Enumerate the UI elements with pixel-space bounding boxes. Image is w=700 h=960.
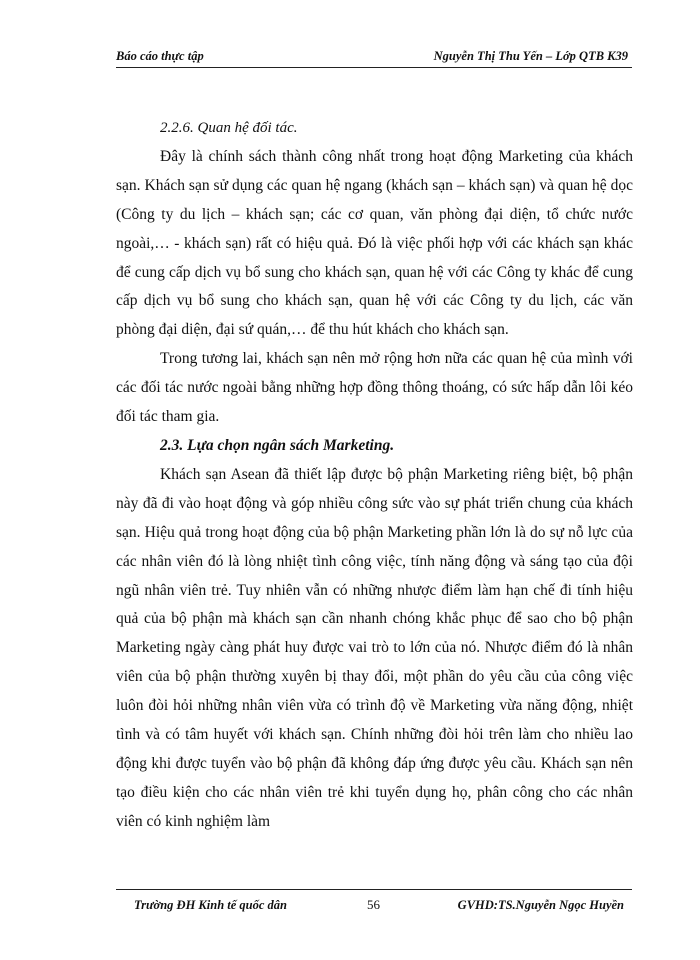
- header-author: Nguyễn Thị Thu Yến – Lớp QTB K39: [433, 49, 628, 63]
- page-header: [116, 47, 632, 68]
- paragraph-partner-policy: Đây là chính sách thành công nhất trong hoạt động Marketing của khách sạn. Khách sạn sử dụng các quan hệ ngang (khách sạn – khách sạn) và quan hệ dọc (Công ty du lịch – khách sạn; các cơ quan, văn phòng đại diện, tổ chức nước ngoài,… - khách sạn) rất có hiệu quả. Đó là việc phối hợp với các khách sạn khác để cung cấp dịch vụ bổ sung cho khách sạn, quan hệ với các Công ty khác để cung cấp dịch vụ bổ sung cho khách sạn, quan hệ với các Công ty du lịch, các văn phòng đại diện, đại sứ quán,… để thu hút khách cho khách sạn.: [116, 147, 633, 339]
- footer-university: Trường ĐH Kinh tế quốc dân: [134, 898, 287, 912]
- page-number: 56: [367, 897, 380, 912]
- paragraph-marketing-department: Khách sạn Asean đã thiết lập được bộ phận Marketing riêng biệt, bộ phận này đã đi vào hoạt động và góp nhiều công sức vào sự phát triển chung của khách sạn. Hiệu quả trong hoạt động của bộ phận Marketing phần lớn là do sự nỗ lực của các nhân viên đó là lòng nhiệt tình công việc, tính năng động và sáng tạo của đội ngũ nhân viên trẻ. Tuy nhiên vẫn có những nhược điểm làm hạn chế đi tính hiệu quả của bộ phận mà khách sạn cần nhanh chóng khắc phục để sao cho bộ phận Marketing ngày càng phát huy được vai trò to lớn của nó. Nhược điểm đó là nhân viên của bộ phận thường xuyên bị thay đổi, một phần do yêu cầu của công việc luôn đòi hỏi những nhân viên vừa có trình độ về Marketing vừa năng động, nhiệt tình và có tâm huyết với khách sạn. Chính những đòi hỏi trên làm cho nhiều lao động khi được tuyển vào bộ phận đã không đáp ứng được yêu cầu. Khách sạn nên tạo điều kiện cho các nhân viên trẻ khi tuyển dụng họ, phân công cho các nhân viên có kinh nghiệm làm: [116, 465, 633, 830]
- document-body: [116, 114, 633, 837]
- page-footer: [116, 889, 632, 916]
- heading-2-3: 2.3. Lựa chọn ngân sách Marketing.: [160, 436, 395, 454]
- header-report-title: Báo cáo thực tập: [116, 49, 204, 63]
- heading-2-2-6: 2.2.6. Quan hệ đối tác.: [160, 120, 298, 136]
- footer-supervisor: GVHD:TS.Nguyễn Ngọc Huyền: [457, 898, 624, 912]
- paragraph-future-relations: Trong tương lai, khách sạn nên mở rộng hơn nữa các quan hệ của mình với các đối tác nước ngoài bằng những hợp đồng thông thoáng, có sức hấp dẫn lôi kéo đối tác tham gia.: [116, 350, 633, 426]
